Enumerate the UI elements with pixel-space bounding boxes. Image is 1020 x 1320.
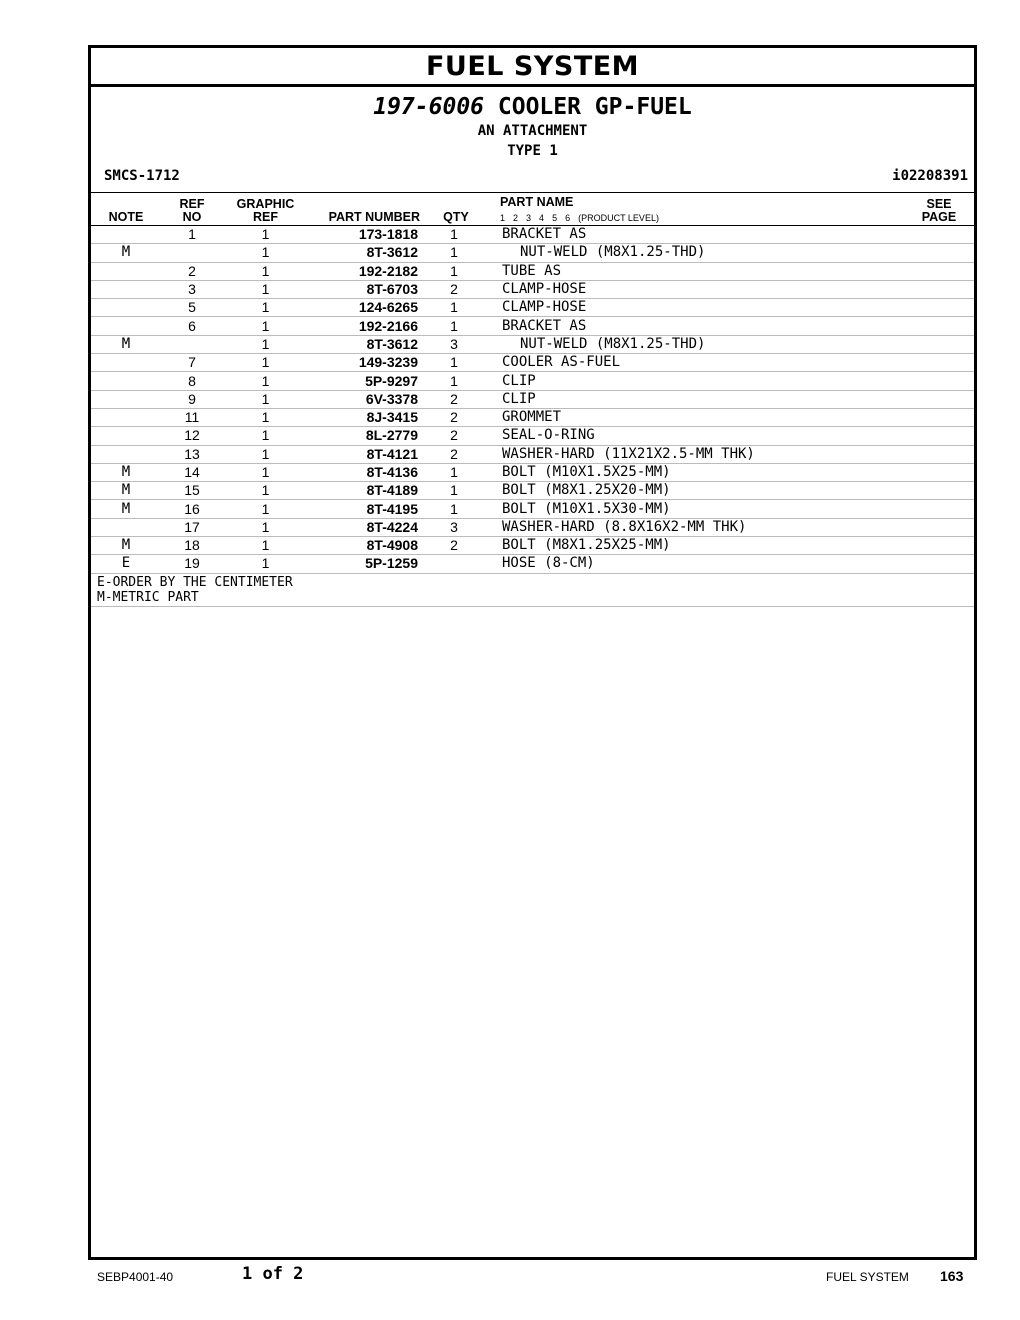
- row-graphic-ref: 1: [223, 354, 308, 372]
- row-qty: 1: [418, 500, 490, 518]
- row-ref-no: 8: [161, 372, 223, 390]
- row-part-name: WASHER-HARD (8.8X16X2-MM THK): [490, 518, 974, 536]
- row-graphic-ref: 1: [223, 299, 308, 317]
- row-qty: 2: [418, 427, 490, 445]
- row-qty: 2: [418, 390, 490, 408]
- row-note: M: [91, 244, 161, 262]
- col-see-page-line1: SEE: [926, 197, 952, 211]
- table-row: [91, 482, 974, 500]
- table-row: [91, 354, 974, 372]
- col-part-number: PART NUMBER: [328, 210, 420, 224]
- row-part-number: 8T-4195: [308, 500, 418, 518]
- row-part-name: BOLT (M8X1.25X20-MM): [490, 482, 974, 500]
- row-ref-no: 9: [161, 390, 223, 408]
- row-part-name: BRACKET AS: [490, 226, 974, 244]
- group-heading: [91, 92, 974, 122]
- row-note: [91, 299, 161, 317]
- table-row: [91, 244, 974, 262]
- row-part-number: 8T-4908: [308, 537, 418, 555]
- row-qty: 2: [418, 408, 490, 426]
- row-graphic-ref: 1: [223, 390, 308, 408]
- row-part-number: 8T-6703: [308, 280, 418, 298]
- row-graphic-ref: 1: [223, 335, 308, 353]
- row-ref-no: 6: [161, 317, 223, 335]
- table-row: [91, 555, 974, 573]
- table-row: [91, 500, 974, 518]
- footer-doc-number: SEBP4001-40: [97, 1270, 174, 1284]
- row-qty: 3: [418, 335, 490, 353]
- row-part-name: CLIP: [490, 390, 974, 408]
- footer-page-number: 163: [940, 1268, 964, 1284]
- row-qty: 2: [418, 280, 490, 298]
- row-qty: 1: [418, 317, 490, 335]
- row-note: M: [91, 537, 161, 555]
- table-row: [91, 408, 974, 426]
- row-graphic-ref: 1: [223, 244, 308, 262]
- row-graphic-ref: 1: [223, 463, 308, 481]
- level-5: 5: [552, 213, 558, 223]
- row-part-name: COOLER AS-FUEL: [490, 354, 974, 372]
- row-qty: 1: [418, 244, 490, 262]
- table-row: [91, 372, 974, 390]
- row-ref-no: 12: [161, 427, 223, 445]
- row-part-number: 173-1818: [308, 226, 418, 244]
- row-qty: 1: [418, 299, 490, 317]
- row-ref-no: 13: [161, 445, 223, 463]
- row-part-number: 5P-9297: [308, 372, 418, 390]
- row-graphic-ref: 1: [223, 226, 308, 244]
- row-note: E: [91, 555, 161, 573]
- table-row: [91, 427, 974, 445]
- note-line: E-ORDER BY THE CENTIMETER: [97, 575, 293, 590]
- row-part-number: 124-6265: [308, 299, 418, 317]
- row-graphic-ref: 1: [223, 482, 308, 500]
- row-part-number: 8J-3415: [308, 408, 418, 426]
- row-ref-no: 1: [161, 226, 223, 244]
- row-ref-no: 18: [161, 537, 223, 555]
- row-qty: 3: [418, 518, 490, 536]
- row-ref-no: 2: [161, 262, 223, 280]
- col-ref-no-line1: REF: [179, 197, 205, 211]
- row-note: [91, 427, 161, 445]
- row-part-name: NUT-WELD (M8X1.25-THD): [490, 244, 974, 262]
- row-part-name: GROMMET: [490, 408, 974, 426]
- row-ref-no: [161, 244, 223, 262]
- row-part-name: BRACKET AS: [490, 317, 974, 335]
- product-level-label: (PRODUCT LEVEL): [578, 213, 659, 223]
- table-row: [91, 299, 974, 317]
- attachment-label: AN ATTACHMENT: [477, 123, 588, 139]
- row-ref-no: 19: [161, 555, 223, 573]
- row-part-number: 8T-3612: [308, 244, 418, 262]
- col-ref-no-line2: NO: [182, 210, 202, 224]
- section-title: FUEL SYSTEM: [91, 48, 974, 87]
- row-part-number: 192-2166: [308, 317, 418, 335]
- group-number: 197-6006: [373, 94, 485, 120]
- row-part-name: BOLT (M8X1.25X25-MM): [490, 537, 974, 555]
- row-ref-no: [161, 335, 223, 353]
- row-note: M: [91, 500, 161, 518]
- table-row: [91, 226, 974, 244]
- row-ref-no: 16: [161, 500, 223, 518]
- row-part-number: 5P-1259: [308, 555, 418, 573]
- row-note: [91, 317, 161, 335]
- row-graphic-ref: 1: [223, 427, 308, 445]
- row-note: [91, 262, 161, 280]
- col-see-page: [911, 198, 967, 224]
- row-ref-no: 14: [161, 463, 223, 481]
- row-part-name: TUBE AS: [490, 262, 974, 280]
- row-note: M: [91, 463, 161, 481]
- illustration-id: i02208391: [892, 168, 968, 184]
- row-part-name: BOLT (M10X1.5X25-MM): [490, 463, 974, 481]
- row-qty: [418, 555, 490, 573]
- row-graphic-ref: 1: [223, 445, 308, 463]
- row-note: [91, 408, 161, 426]
- row-qty: 1: [418, 482, 490, 500]
- row-qty: 1: [418, 354, 490, 372]
- col-ref-no: [161, 198, 223, 224]
- row-part-name: CLIP: [490, 372, 974, 390]
- row-graphic-ref: 1: [223, 537, 308, 555]
- row-part-number: 8T-4136: [308, 463, 418, 481]
- row-graphic-ref: 1: [223, 555, 308, 573]
- row-graphic-ref: 1: [223, 518, 308, 536]
- row-ref-no: 3: [161, 280, 223, 298]
- parts-table: [91, 226, 974, 574]
- row-ref-no: 5: [161, 299, 223, 317]
- row-part-number: 8L-2779: [308, 427, 418, 445]
- row-qty: 1: [418, 226, 490, 244]
- row-qty: 2: [418, 445, 490, 463]
- smcs-code: SMCS-1712: [104, 168, 180, 184]
- table-row: [91, 463, 974, 481]
- row-qty: 1: [418, 463, 490, 481]
- level-2: 2: [513, 213, 519, 223]
- header-divider: [91, 192, 974, 193]
- type-label: TYPE 1: [507, 143, 558, 159]
- row-qty: 1: [418, 262, 490, 280]
- row-qty: 2: [418, 537, 490, 555]
- row-part-name: BOLT (M10X1.5X30-MM): [490, 500, 974, 518]
- col-see-page-line2: PAGE: [921, 210, 957, 224]
- notes-block: [97, 575, 293, 605]
- table-row: [91, 537, 974, 555]
- level-1: 1: [500, 213, 506, 223]
- row-graphic-ref: 1: [223, 317, 308, 335]
- col-note: NOTE: [108, 210, 144, 224]
- row-part-number: 192-2182: [308, 262, 418, 280]
- table-row: [91, 280, 974, 298]
- row-ref-no: 7: [161, 354, 223, 372]
- row-note: [91, 445, 161, 463]
- col-part-name: PART NAME: [500, 195, 574, 209]
- notes-divider: [91, 606, 974, 607]
- table-row: [91, 262, 974, 280]
- row-part-name: WASHER-HARD (11X21X2.5-MM THK): [490, 445, 974, 463]
- level-6: 6: [565, 213, 571, 223]
- table-row: [91, 518, 974, 536]
- level-4: 4: [539, 213, 545, 223]
- footer-page-of: 1 of 2: [242, 1264, 304, 1284]
- row-qty: 1: [418, 372, 490, 390]
- row-part-name: NUT-WELD (M8X1.25-THD): [490, 335, 974, 353]
- col-graphic-ref: [223, 198, 308, 224]
- col-graphic-ref-line2: REF: [253, 210, 278, 224]
- row-part-number: 6V-3378: [308, 390, 418, 408]
- row-graphic-ref: 1: [223, 262, 308, 280]
- row-part-name: CLAMP-HOSE: [490, 299, 974, 317]
- col-graphic-ref-line1: GRAPHIC: [236, 197, 295, 211]
- row-part-name: CLAMP-HOSE: [490, 280, 974, 298]
- level-3: 3: [526, 213, 532, 223]
- row-note: [91, 354, 161, 372]
- row-ref-no: 11: [161, 408, 223, 426]
- row-note: M: [91, 335, 161, 353]
- table-row: [91, 335, 974, 353]
- row-part-number: 149-3239: [308, 354, 418, 372]
- row-part-number: 8T-3612: [308, 335, 418, 353]
- row-part-number: 8T-4121: [308, 445, 418, 463]
- row-note: [91, 390, 161, 408]
- row-note: [91, 226, 161, 244]
- row-note: [91, 372, 161, 390]
- table-row: [91, 317, 974, 335]
- row-note: [91, 280, 161, 298]
- page-frame: [88, 45, 977, 1260]
- row-graphic-ref: 1: [223, 500, 308, 518]
- product-levels: [500, 213, 667, 223]
- row-graphic-ref: 1: [223, 372, 308, 390]
- col-qty: QTY: [443, 210, 469, 224]
- row-part-name: SEAL-O-RING: [490, 427, 974, 445]
- row-part-name: HOSE (8-CM): [490, 555, 974, 573]
- row-part-number: 8T-4189: [308, 482, 418, 500]
- row-note: [91, 518, 161, 536]
- footer-section: FUEL SYSTEM: [826, 1270, 909, 1284]
- table-row: [91, 390, 974, 408]
- group-name: COOLER GP-FUEL: [497, 94, 692, 120]
- row-ref-no: 15: [161, 482, 223, 500]
- row-graphic-ref: 1: [223, 280, 308, 298]
- row-note: M: [91, 482, 161, 500]
- note-line: M-METRIC PART: [97, 590, 199, 605]
- row-ref-no: 17: [161, 518, 223, 536]
- table-row: [91, 445, 974, 463]
- row-part-number: 8T-4224: [308, 518, 418, 536]
- row-graphic-ref: 1: [223, 408, 308, 426]
